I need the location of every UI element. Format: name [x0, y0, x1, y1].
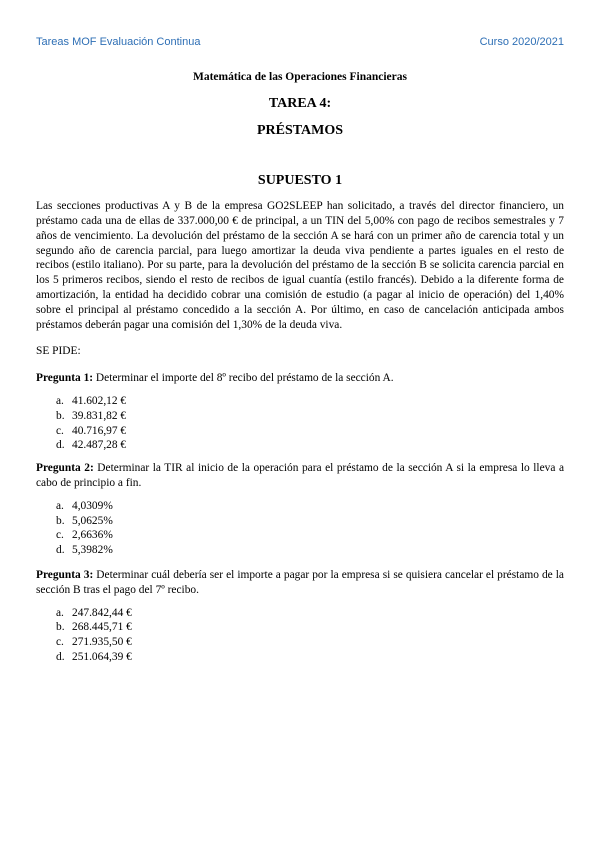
option-value: 4,0309%: [72, 499, 113, 512]
section-title: SUPUESTO 1: [257, 173, 343, 189]
option-item: [56, 650, 564, 665]
option-value: 42.487,28 €: [72, 439, 127, 452]
question-3: [36, 568, 564, 598]
option-letter: c.: [56, 424, 64, 437]
question-1-options: [36, 394, 564, 453]
option-value: 247.842,44 €: [72, 606, 132, 619]
option-letter: a.: [56, 394, 64, 407]
option-item: [56, 409, 564, 424]
option-value: 2,6636%: [72, 529, 113, 542]
header-course-title: Tareas MOF Evaluación Continua: [36, 36, 201, 48]
option-letter: a.: [56, 606, 64, 619]
question-2-text: Determinar la TIR al inicio de la operación para el préstamo de la sección A si la empresa lo lleva a cabo de principio a fin.: [36, 462, 564, 489]
option-letter: b.: [56, 514, 65, 527]
option-item: [56, 394, 564, 409]
option-value: 41.602,12 €: [72, 394, 127, 407]
subject-title: Matemática de las Operaciones Financieras: [193, 71, 407, 83]
question-3-options: [36, 606, 564, 665]
option-value: 251.064,39 €: [72, 650, 132, 663]
question-1-label: Pregunta 1:: [36, 372, 94, 385]
option-item: [56, 606, 564, 621]
option-item: [56, 438, 564, 453]
option-letter: a.: [56, 499, 64, 512]
document-body: [36, 70, 564, 665]
option-letter: d.: [56, 544, 65, 557]
option-value: 5,0625%: [72, 514, 113, 527]
option-letter: c.: [56, 636, 64, 649]
question-3-label: Pregunta 3:: [36, 568, 94, 581]
question-2-label: Pregunta 2:: [36, 462, 94, 475]
option-item: [56, 499, 564, 514]
question-3-text: Determinar cuál debería ser el importe a pagar por la empresa si se quisiera cancelar el préstamo de la sección B tras el pago del 7º recibo.: [36, 568, 564, 596]
option-letter: b.: [56, 621, 65, 634]
option-letter: c.: [56, 529, 64, 542]
problem-statement: Las secciones productivas A y B de la empresa GO2SLEEP han solicitado, a través del director financiero, un préstamo cada una de ellas de 337.000,00 € de principal, a un TIN del 5,00% con pago de recibos semestrales y 7 años de vencimiento. La devolución del préstamo de la sección A se hará con un primer año de carencia total y un segundo año de carencia parcial, para luego amortizar la deuda viva pendiente a partes iguales en el resto de recibos (estilo italiano). Por su parte, para la devolución del préstamo de la sección B se solicita carencia parcial en los 5 primeros recibos, siendo el resto de recibos de igual cuantía (estilo francés). Debido a la diferente forma de amortización, la entidad ha decidido cobrar una comisión de estudio (a pagar al inicio de operación) del 1,40% sobre el principal al préstamo concedido a la sección A. Por último, en caso de cancelación anticipada ambos préstamos deberán pagar una comisión del 1,30% de la deuda viva.: [36, 200, 564, 331]
question-1: [36, 371, 564, 386]
option-letter: d.: [56, 650, 65, 663]
question-2-options: [36, 499, 564, 558]
option-value: 39.831,82 €: [72, 409, 127, 422]
option-item: [56, 424, 564, 439]
question-2: [36, 461, 564, 491]
option-value: 5,3982%: [72, 544, 113, 557]
topic-title: PRÉSTAMOS: [256, 122, 344, 138]
option-item: [56, 620, 564, 635]
option-value: 271.935,50 €: [72, 636, 132, 649]
option-value: 40.716,97 €: [72, 424, 127, 437]
se-pide-label: SE PIDE:: [36, 345, 81, 358]
task-title: TAREA 4:: [268, 95, 332, 111]
option-letter: d.: [56, 439, 65, 452]
option-value: 268.445,71 €: [72, 621, 132, 634]
option-letter: b.: [56, 409, 65, 422]
option-item: [56, 543, 564, 558]
option-item: [56, 635, 564, 650]
option-item: [56, 514, 564, 529]
header-academic-year: Curso 2020/2021: [479, 36, 564, 48]
question-1-text: Determinar el importe del 8º recibo del préstamo de la sección A.: [93, 372, 394, 385]
option-item: [56, 528, 564, 543]
